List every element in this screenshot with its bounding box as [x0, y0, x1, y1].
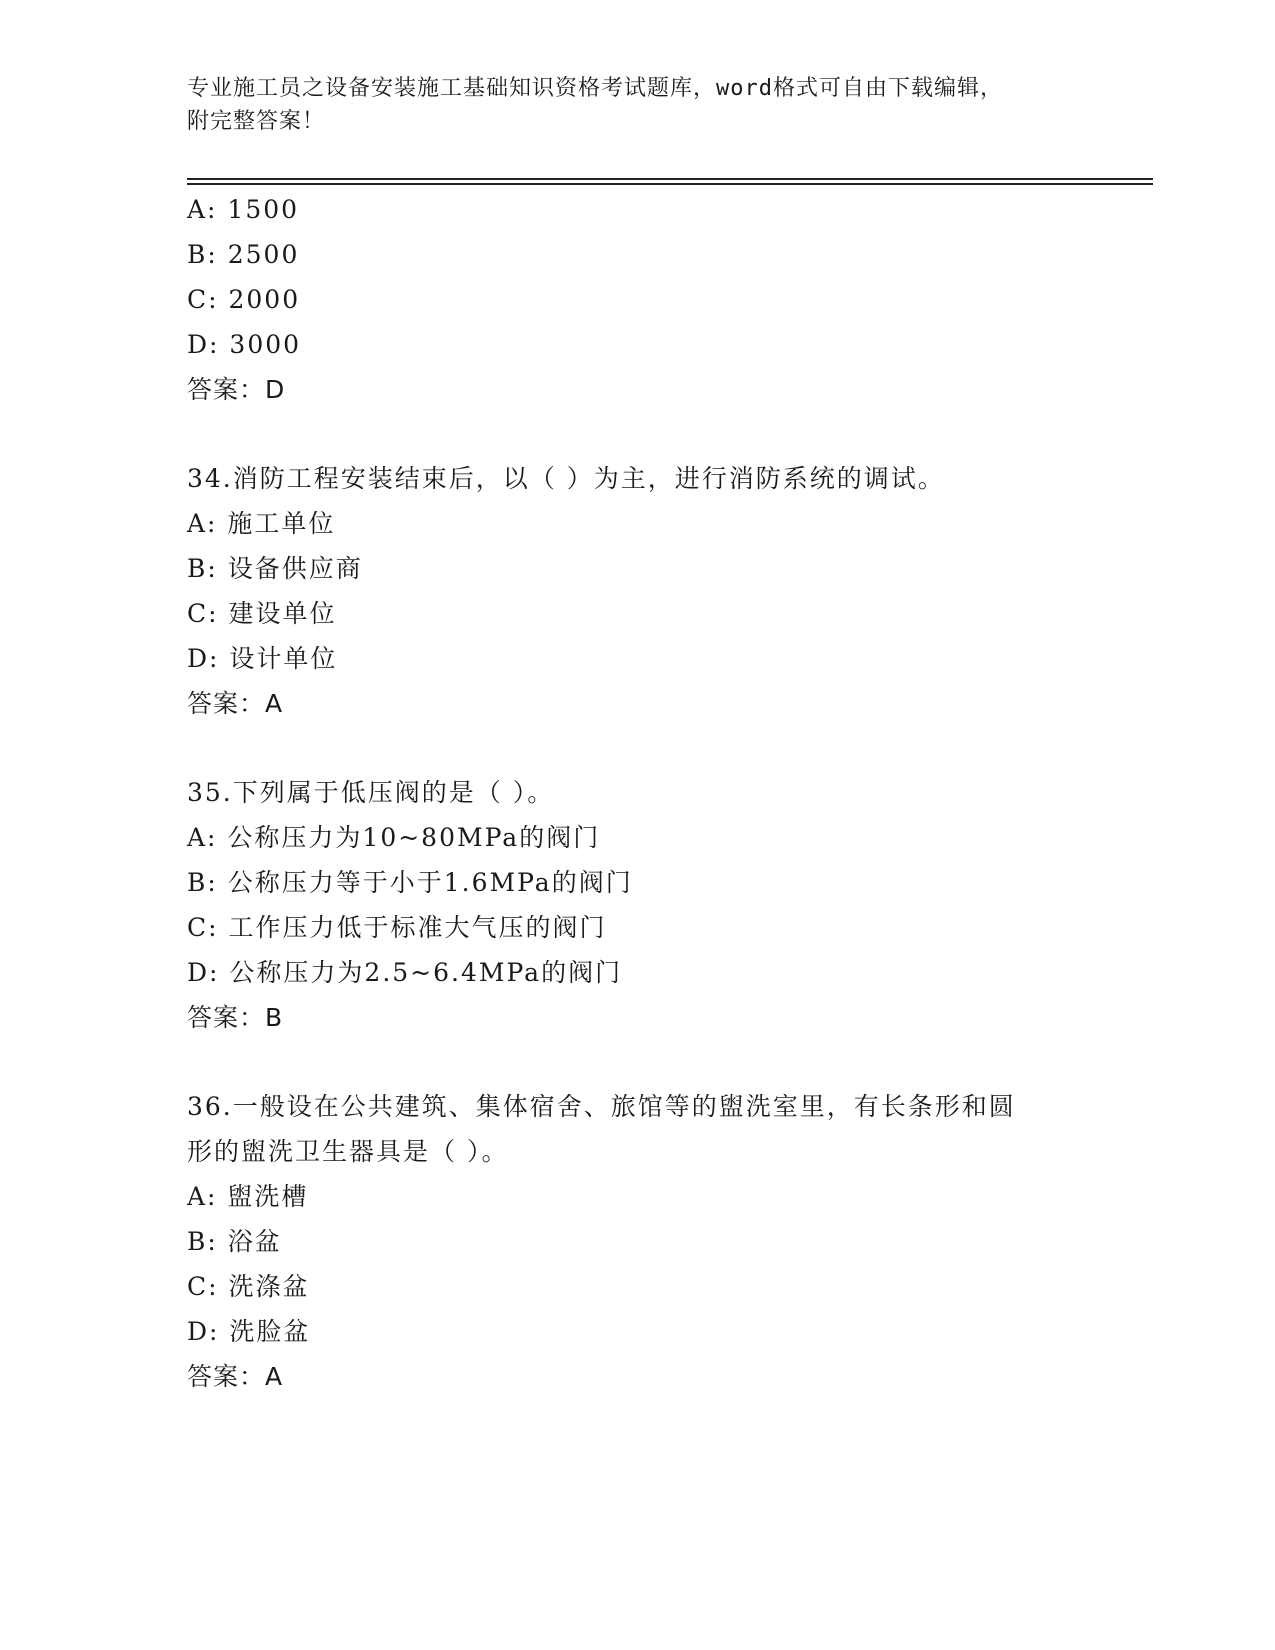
header-title-line-2: 附完整答案！ — [187, 109, 326, 134]
q35-option-b: B: 公称压力等于小于1.6MPa的阀门 — [187, 868, 633, 897]
q36-option-b: B: 浴盆 — [187, 1227, 282, 1256]
q34-option-a: A: 施工单位 — [187, 509, 336, 538]
header-title-line-1: 专业施工员之设备安装施工基础知识资格考试题库，word格式可自由下载编辑， — [187, 76, 1003, 101]
q36-option-a: A: 盥洗槽 — [187, 1182, 309, 1211]
q36-option-d: D: 洗脸盆 — [187, 1317, 311, 1346]
q33-option-d: D: 3000 — [187, 330, 302, 359]
q35-option-a: A: 公称压力为10~80MPa的阀门 — [187, 823, 601, 852]
q33-option-b: B: 2500 — [187, 240, 300, 269]
q34-option-c: C: 建设单位 — [187, 599, 337, 628]
q33-option-a: A: 1500 — [187, 195, 300, 224]
q36-answer: 答案：A — [187, 1362, 284, 1391]
q34-answer: 答案：A — [187, 689, 284, 718]
q35-stem: 35.下列属于低压阀的是（ ）。 — [187, 778, 555, 807]
q36-stem-line-2: 形的盥洗卫生器具是（ ）。 — [187, 1137, 509, 1166]
q34-option-d: D: 设计单位 — [187, 644, 338, 673]
q36-stem-line-1: 36.一般设在公共建筑、集体宿舍、旅馆等的盥洗室里，有长条形和圆 — [187, 1092, 1016, 1121]
q35-option-c: C: 工作压力低于标准大气压的阀门 — [187, 913, 607, 942]
document-header — [187, 72, 1087, 138]
q36-option-c: C: 洗涤盆 — [187, 1272, 310, 1301]
q35-answer: 答案：B — [187, 1003, 284, 1032]
q33-option-c: C: 2000 — [187, 285, 301, 314]
header-divider-bottom — [187, 183, 1153, 185]
q34-stem: 34.消防工程安装结束后，以（ ）为主，进行消防系统的调试。 — [187, 464, 945, 493]
q34-option-b: B: 设备供应商 — [187, 554, 363, 583]
q35-option-d: D: 公称压力为2.5~6.4MPa的阀门 — [187, 958, 623, 987]
q33-answer: 答案：D — [187, 375, 286, 404]
header-divider-top — [187, 178, 1153, 180]
